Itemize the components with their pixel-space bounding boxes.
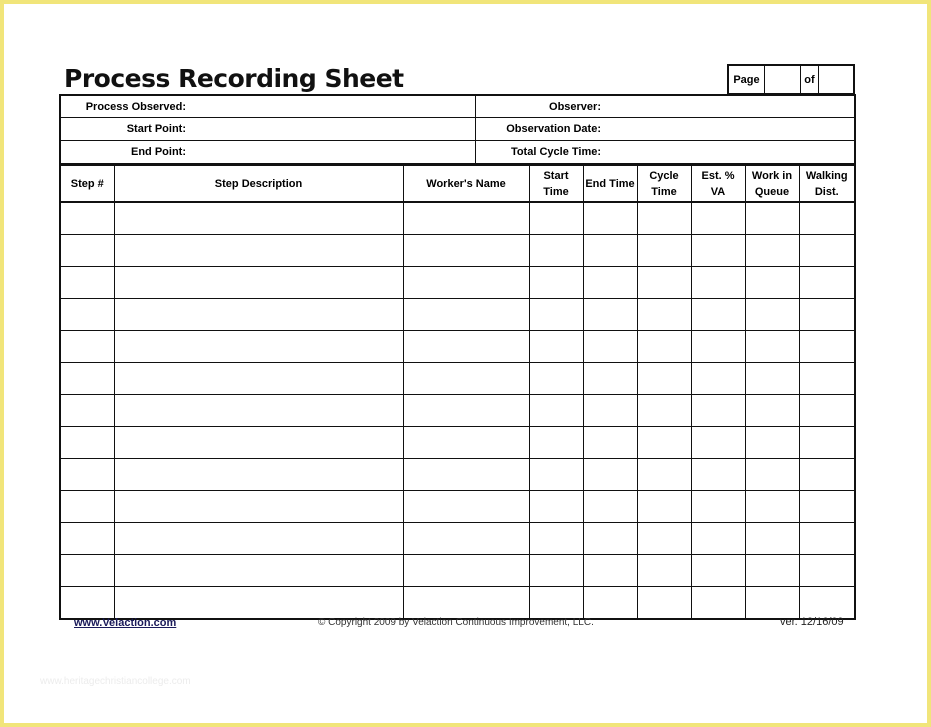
- cell-cycle-time[interactable]: [637, 267, 691, 299]
- process-steps-table: [59, 164, 856, 620]
- cell-worker[interactable]: [403, 459, 529, 491]
- cell-step[interactable]: [60, 331, 114, 363]
- cell-description[interactable]: [114, 523, 403, 555]
- cell-step[interactable]: [60, 267, 114, 299]
- page-number-box: [727, 64, 855, 95]
- cell-cycle-time[interactable]: [637, 491, 691, 523]
- cell-cycle-time[interactable]: [637, 427, 691, 459]
- process-observed-label: Process Observed:: [85, 100, 186, 113]
- table-row: [60, 395, 855, 427]
- cell-end-time[interactable]: [583, 331, 637, 363]
- cell-step[interactable]: [60, 427, 114, 459]
- cell-worker[interactable]: [403, 395, 529, 427]
- cell-est-va[interactable]: [691, 299, 745, 331]
- process-observed-field[interactable]: [61, 96, 476, 118]
- cell-end-time[interactable]: [583, 587, 637, 620]
- cell-end-time[interactable]: [583, 523, 637, 555]
- cell-description[interactable]: [114, 459, 403, 491]
- header-end-time: End Time: [583, 165, 637, 202]
- total-cycle-time-field[interactable]: [476, 141, 854, 163]
- cell-est-va[interactable]: [691, 523, 745, 555]
- cell-start-time[interactable]: [529, 363, 583, 395]
- cell-end-time[interactable]: [583, 555, 637, 587]
- cell-cycle-time[interactable]: [637, 202, 691, 235]
- cell-work-in-queue[interactable]: [745, 267, 799, 299]
- table-row: [60, 491, 855, 523]
- cell-work-in-queue[interactable]: [745, 331, 799, 363]
- cell-end-time[interactable]: [583, 459, 637, 491]
- cell-walking-dist[interactable]: [799, 459, 855, 491]
- cell-est-va[interactable]: [691, 427, 745, 459]
- header-cycle-time: Cycle Time: [637, 165, 691, 202]
- table-row: [60, 235, 855, 267]
- cell-walking-dist[interactable]: [799, 587, 855, 620]
- table-row: [60, 555, 855, 587]
- cell-end-time[interactable]: [583, 395, 637, 427]
- cell-worker[interactable]: [403, 363, 529, 395]
- cell-end-time[interactable]: [583, 299, 637, 331]
- cell-start-time[interactable]: [529, 427, 583, 459]
- table-row: [60, 587, 855, 620]
- cell-start-time[interactable]: [529, 491, 583, 523]
- header-walking-dist: Walking Dist.: [799, 165, 855, 202]
- cell-step[interactable]: [60, 587, 114, 620]
- cell-start-time[interactable]: [529, 459, 583, 491]
- cell-cycle-time[interactable]: [637, 555, 691, 587]
- end-point-label: End Point:: [131, 145, 186, 158]
- table-row: [60, 202, 855, 235]
- cell-start-time[interactable]: [529, 235, 583, 267]
- cell-description[interactable]: [114, 202, 403, 235]
- total-cycle-time-label: Total Cycle Time:: [510, 145, 601, 158]
- cell-description[interactable]: [114, 395, 403, 427]
- header-est-va: Est. % VA: [691, 165, 745, 202]
- cell-step[interactable]: [60, 491, 114, 523]
- cell-end-time[interactable]: [583, 363, 637, 395]
- table-row: [60, 331, 855, 363]
- cell-worker[interactable]: [403, 555, 529, 587]
- page-label: Page: [729, 66, 765, 93]
- cell-cycle-time[interactable]: [637, 395, 691, 427]
- cell-worker[interactable]: [403, 523, 529, 555]
- cell-worker[interactable]: [403, 267, 529, 299]
- cell-est-va[interactable]: [691, 555, 745, 587]
- cell-worker[interactable]: [403, 235, 529, 267]
- table-row: [60, 267, 855, 299]
- cell-walking-dist[interactable]: [799, 235, 855, 267]
- cell-end-time[interactable]: [583, 202, 637, 235]
- cell-walking-dist[interactable]: [799, 491, 855, 523]
- cell-end-time[interactable]: [583, 267, 637, 299]
- version-text: ver. 12/16/09: [780, 616, 844, 628]
- cell-description[interactable]: [114, 299, 403, 331]
- header-step-description: Step Description: [114, 165, 403, 202]
- cell-walking-dist[interactable]: [799, 523, 855, 555]
- cell-work-in-queue[interactable]: [745, 523, 799, 555]
- cell-work-in-queue[interactable]: [745, 363, 799, 395]
- copyright-text: © Copyright 2009 by Velaction Continuous Improvement, LLC.: [318, 617, 594, 628]
- cell-worker[interactable]: [403, 299, 529, 331]
- cell-work-in-queue[interactable]: [745, 555, 799, 587]
- cell-walking-dist[interactable]: [799, 299, 855, 331]
- cell-worker[interactable]: [403, 427, 529, 459]
- cell-description[interactable]: [114, 427, 403, 459]
- table-body: [60, 202, 855, 619]
- cell-worker[interactable]: [403, 202, 529, 235]
- end-point-field[interactable]: [61, 141, 476, 163]
- cell-work-in-queue[interactable]: [745, 299, 799, 331]
- cell-work-in-queue[interactable]: [745, 235, 799, 267]
- cell-work-in-queue[interactable]: [745, 427, 799, 459]
- cell-cycle-time[interactable]: [637, 299, 691, 331]
- cell-est-va[interactable]: [691, 459, 745, 491]
- table-row: [60, 299, 855, 331]
- cell-cycle-time[interactable]: [637, 363, 691, 395]
- header-start-time: Start Time: [529, 165, 583, 202]
- cell-description[interactable]: [114, 587, 403, 620]
- cell-work-in-queue[interactable]: [745, 491, 799, 523]
- page-number-field[interactable]: [765, 66, 801, 93]
- cell-description[interactable]: [114, 331, 403, 363]
- of-label: of: [801, 66, 819, 93]
- page-total-field[interactable]: [819, 66, 853, 93]
- page-title: Process Recording Sheet: [64, 64, 404, 93]
- cell-start-time[interactable]: [529, 523, 583, 555]
- cell-walking-dist[interactable]: [799, 363, 855, 395]
- cell-description[interactable]: [114, 555, 403, 587]
- cell-est-va[interactable]: [691, 491, 745, 523]
- table-row: [60, 523, 855, 555]
- cell-description[interactable]: [114, 363, 403, 395]
- start-point-label: Start Point:: [126, 122, 186, 135]
- cell-walking-dist[interactable]: [799, 331, 855, 363]
- table-row: [60, 363, 855, 395]
- header-step: Step #: [60, 165, 114, 202]
- cell-description[interactable]: [114, 235, 403, 267]
- cell-walking-dist[interactable]: [799, 555, 855, 587]
- cell-worker[interactable]: [403, 491, 529, 523]
- header-work-in-queue: Work in Queue: [745, 165, 799, 202]
- cell-step[interactable]: [60, 202, 114, 235]
- observer-label: Observer:: [549, 100, 601, 113]
- cell-work-in-queue[interactable]: [745, 395, 799, 427]
- cell-step[interactable]: [60, 523, 114, 555]
- cell-cycle-time[interactable]: [637, 523, 691, 555]
- cell-worker[interactable]: [403, 587, 529, 620]
- table-row: [60, 427, 855, 459]
- cell-start-time[interactable]: [529, 267, 583, 299]
- cell-est-va[interactable]: [691, 363, 745, 395]
- cell-work-in-queue[interactable]: [745, 459, 799, 491]
- cell-step[interactable]: [60, 363, 114, 395]
- cell-step[interactable]: [60, 299, 114, 331]
- watermark-text: www.heritagechristiancollege.com: [40, 676, 191, 687]
- cell-description[interactable]: [114, 491, 403, 523]
- cell-est-va[interactable]: [691, 395, 745, 427]
- cell-start-time[interactable]: [529, 202, 583, 235]
- cell-start-time[interactable]: [529, 299, 583, 331]
- cell-cycle-time[interactable]: [637, 587, 691, 620]
- cell-work-in-queue[interactable]: [745, 587, 799, 620]
- cell-walking-dist[interactable]: [799, 395, 855, 427]
- cell-cycle-time[interactable]: [637, 235, 691, 267]
- cell-start-time[interactable]: [529, 331, 583, 363]
- cell-end-time[interactable]: [583, 235, 637, 267]
- observation-date-field[interactable]: [476, 118, 854, 140]
- cell-est-va[interactable]: [691, 235, 745, 267]
- cell-est-va[interactable]: [691, 267, 745, 299]
- cell-est-va[interactable]: [691, 202, 745, 235]
- cell-est-va[interactable]: [691, 331, 745, 363]
- cell-walking-dist[interactable]: [799, 427, 855, 459]
- cell-step[interactable]: [60, 555, 114, 587]
- cell-work-in-queue[interactable]: [745, 202, 799, 235]
- cell-end-time[interactable]: [583, 427, 637, 459]
- cell-cycle-time[interactable]: [637, 459, 691, 491]
- cell-cycle-time[interactable]: [637, 331, 691, 363]
- cell-start-time[interactable]: [529, 395, 583, 427]
- observer-field[interactable]: [476, 96, 854, 118]
- table-header-row: [60, 165, 855, 202]
- header-workers-name: Worker's Name: [403, 165, 529, 202]
- cell-start-time[interactable]: [529, 555, 583, 587]
- cell-end-time[interactable]: [583, 491, 637, 523]
- cell-worker[interactable]: [403, 331, 529, 363]
- start-point-field[interactable]: [61, 118, 476, 140]
- cell-step[interactable]: [60, 235, 114, 267]
- table-row: [60, 459, 855, 491]
- cell-est-va[interactable]: [691, 587, 745, 620]
- cell-description[interactable]: [114, 267, 403, 299]
- observation-date-label: Observation Date:: [506, 122, 601, 135]
- process-info-block: [59, 94, 856, 165]
- cell-walking-dist[interactable]: [799, 267, 855, 299]
- cell-step[interactable]: [60, 459, 114, 491]
- cell-step[interactable]: [60, 395, 114, 427]
- cell-walking-dist[interactable]: [799, 202, 855, 235]
- velaction-link[interactable]: www.Velaction.com: [74, 617, 177, 629]
- cell-start-time[interactable]: [529, 587, 583, 620]
